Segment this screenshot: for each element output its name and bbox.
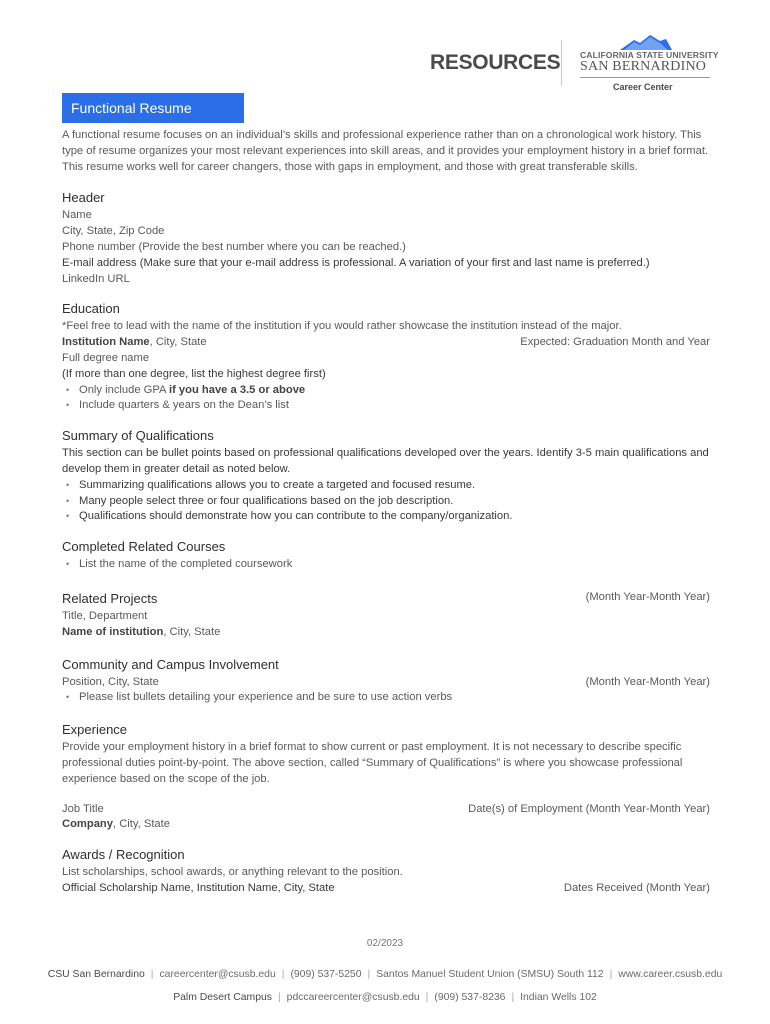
section-title: Awards / Recognition bbox=[62, 847, 185, 863]
degree-name: Full degree name bbox=[62, 351, 150, 364]
footer-main-campus bbox=[0, 969, 770, 980]
award-dates: Dates Received (Month Year) bbox=[563, 881, 710, 894]
header-line-name: Name bbox=[62, 209, 92, 222]
employment-dates: Date(s) of Employment (Month Year-Month Year) bbox=[468, 802, 710, 815]
footer-location: Indian Wells 102 bbox=[520, 992, 597, 1003]
section-experience bbox=[62, 721, 710, 833]
section-title: Education bbox=[62, 301, 120, 317]
community-position: Position, City, State bbox=[62, 675, 159, 688]
footer-website-link[interactable]: www.career.csusb.edu bbox=[618, 969, 723, 980]
mountain-logo-icon bbox=[620, 34, 672, 50]
education-note: *Feel free to lead with the name of the institution if you would rather showcase the institution instead of the major. bbox=[62, 320, 622, 333]
list-item: • Many people select three or four qualifications based on the job description. bbox=[62, 494, 710, 510]
header-line-phone: Phone number (Provide the best number where you can be reached.) bbox=[62, 240, 406, 253]
awards-item-row bbox=[62, 881, 710, 897]
footer-separator: | bbox=[367, 969, 371, 980]
courses-bullets bbox=[62, 557, 710, 573]
logo-university-line: CALIFORNIA STATE UNIVERSITY bbox=[580, 50, 719, 60]
award-item: Official Scholarship Name, Institution Name, City, State bbox=[62, 881, 335, 894]
logo-rule bbox=[580, 77, 710, 78]
section-summary bbox=[62, 427, 710, 525]
list-item bbox=[62, 383, 710, 399]
header-line-address: City, State, Zip Code bbox=[62, 225, 165, 238]
summary-text: This section can be bullet points based on professional qualifications developed over the years. Identify 3-5 main qualifications and develop them in greater detail as noted below. bbox=[62, 447, 709, 475]
footer-phone: (909) 537-5250 bbox=[290, 969, 362, 980]
education-bullets bbox=[62, 383, 710, 415]
job-title: Job Title bbox=[62, 802, 104, 815]
section-awards bbox=[62, 846, 710, 897]
section-title: Completed Related Courses bbox=[62, 539, 226, 555]
header-line-linkedin: LinkedIn URL bbox=[62, 272, 130, 285]
section-title: Related Projects bbox=[62, 590, 158, 606]
footer-email-link[interactable]: careercenter@csusb.edu bbox=[159, 969, 276, 980]
projects-title-row bbox=[62, 590, 710, 609]
footer-separator: | bbox=[425, 992, 429, 1003]
logo-department: Career Center bbox=[613, 82, 673, 92]
document-type-banner: Functional Resume bbox=[62, 93, 244, 123]
footer-campus-name: Palm Desert Campus bbox=[173, 992, 272, 1003]
section-header bbox=[62, 189, 710, 287]
projects-dates: (Month Year-Month Year) bbox=[585, 590, 710, 603]
list-item: • Qualifications should demonstrate how you can contribute to the company/organization. bbox=[62, 509, 710, 525]
footer-separator: | bbox=[609, 969, 613, 980]
community-dates: (Month Year-Month Year) bbox=[585, 675, 710, 688]
footer-campus-name: CSU San Bernardino bbox=[47, 969, 145, 980]
footer-separator: | bbox=[511, 992, 515, 1003]
resources-title: RESOURCES bbox=[430, 51, 561, 74]
projects-location: , City, State bbox=[163, 625, 221, 638]
section-title: Header bbox=[62, 190, 105, 206]
footer-separator: | bbox=[281, 969, 285, 980]
community-position-row bbox=[62, 675, 710, 691]
summary-bullets bbox=[62, 478, 710, 525]
education-institution-row bbox=[62, 335, 710, 351]
institution-location: , City, State bbox=[149, 336, 207, 349]
footer-email-link[interactable]: pdccareercenter@csusb.edu bbox=[286, 992, 420, 1003]
logo-campus-line: SAN BERNARDINO bbox=[580, 59, 707, 74]
multiple-degrees-note: (If more than one degree, list the highest degree first) bbox=[62, 367, 326, 380]
intro-paragraph: A functional resume focuses on an individual’s skills and professional experience rather than on a chronological work history. This type of resume organizes your most relevant experiences into skill areas, and it provides your employment history in a brief format. This resume works well for career changers, those with gaps in employment, and those with great transferable skills. bbox=[62, 129, 709, 173]
list-item: • List the name of the completed coursework bbox=[62, 557, 710, 573]
page-header bbox=[428, 34, 718, 94]
footer-location: Santos Manuel Student Union (SMSU) South 112 bbox=[376, 969, 604, 980]
section-community bbox=[62, 656, 710, 707]
projects-institution: Name of institution bbox=[62, 625, 164, 638]
expected-graduation: Expected: Graduation Month and Year bbox=[520, 336, 710, 349]
company-location: , City, State bbox=[112, 818, 170, 831]
experience-text: Provide your employment history in a brief format to show current or past employment. It is not necessary to describe specific professional duties point-by-point. The above section, called “Summary of Qualifications” is where you showcase professional experience based on the scope of the job. bbox=[62, 741, 683, 785]
footer-palm-desert bbox=[0, 992, 770, 1003]
institution-name: Institution Name bbox=[62, 336, 150, 349]
gpa-text: Only include GPA bbox=[79, 383, 169, 396]
section-projects bbox=[62, 590, 710, 641]
document-date: 02/2023 bbox=[366, 938, 404, 949]
list-item: • Include quarters & years on the Dean’s list bbox=[62, 398, 710, 414]
section-title: Summary of Qualifications bbox=[62, 428, 214, 444]
awards-text: List scholarships, school awards, or anything relevant to the position. bbox=[62, 866, 403, 879]
community-bullets bbox=[62, 690, 710, 706]
section-title: Community and Campus Involvement bbox=[62, 656, 279, 672]
projects-title-department: Title, Department bbox=[62, 609, 148, 622]
footer-separator: | bbox=[277, 992, 281, 1003]
footer-phone: (909) 537-8236 bbox=[434, 992, 506, 1003]
resume-content bbox=[62, 128, 710, 910]
section-courses bbox=[62, 538, 710, 573]
list-item: • Summarizing qualifications allows you to create a targeted and focused resume. bbox=[62, 478, 710, 494]
footer-separator: | bbox=[150, 969, 154, 980]
experience-job-row bbox=[62, 802, 710, 818]
list-item: • Please list bullets detailing your experience and be sure to use action verbs bbox=[62, 690, 710, 706]
section-title: Experience bbox=[62, 722, 128, 738]
header-divider bbox=[561, 40, 562, 86]
csusb-logo bbox=[580, 34, 719, 94]
company-name: Company bbox=[62, 818, 113, 831]
header-line-email: E-mail address (Make sure that your e-mail address is professional. A variation of your first and last name is preferred.) bbox=[62, 256, 650, 269]
gpa-condition: if you have a 3.5 or above bbox=[168, 383, 306, 396]
section-education bbox=[62, 300, 710, 414]
